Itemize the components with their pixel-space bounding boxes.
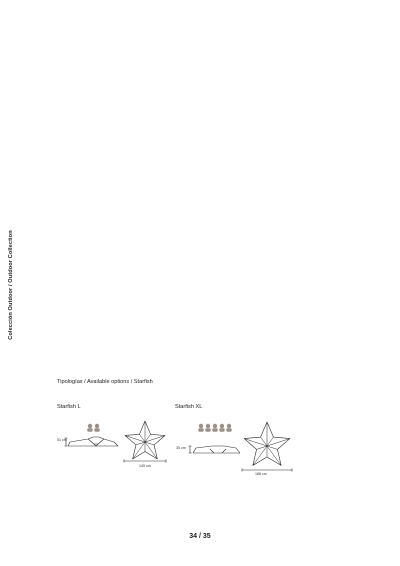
- starfish-l-top-view: [124, 421, 166, 463]
- person-icon: [198, 424, 203, 432]
- collection-title-text: Colección Outdoor / Outdoor Collection: [8, 230, 14, 340]
- starfish-xl-side-view: [189, 446, 241, 453]
- person-icon: [212, 424, 217, 432]
- star-facet-line: [145, 436, 165, 442]
- seat-icons-xl: [198, 424, 231, 432]
- star-facet-line: [125, 436, 145, 442]
- star-facet-line: [145, 434, 151, 442]
- person-icon: [205, 424, 210, 432]
- person-icon: [94, 424, 99, 432]
- dimension-width-l: 145 cm: [139, 464, 151, 468]
- person-icon: [226, 424, 231, 432]
- star-facet-line: [139, 434, 145, 442]
- star-facet-line: [136, 442, 145, 445]
- star-facet-line: [145, 442, 157, 459]
- dimension-width-xl: 188 cm: [255, 472, 267, 476]
- seat-icons-l: [87, 424, 99, 432]
- section-title: Tipologías / Available options / Starfish: [57, 379, 153, 385]
- dimension-height-l: 51 cm: [57, 438, 67, 442]
- star-facet-line: [253, 446, 267, 465]
- dimension-height-xl: 35 cm: [176, 446, 186, 450]
- starfish-l-side-view: [65, 437, 119, 446]
- star-facet-line: [267, 437, 273, 446]
- starfish-xl-top-view: [242, 422, 292, 472]
- star-facet-line: [267, 446, 281, 465]
- star-facet-line: [133, 442, 145, 459]
- model-name-starfish-l: Starfish L: [57, 404, 81, 410]
- model-name-starfish-xl: Starfish XL: [175, 404, 203, 410]
- star-facet-line: [267, 446, 277, 449]
- star-facet-line: [257, 446, 267, 449]
- page-number: 34 / 35: [189, 533, 211, 540]
- collection-side-title: [4, 220, 18, 350]
- star-facet-line: [267, 439, 290, 446]
- star-facet-line: [244, 439, 267, 446]
- star-facet-line: [261, 437, 267, 446]
- person-icon: [219, 424, 224, 432]
- person-icon: [87, 424, 92, 432]
- star-facet-line: [145, 442, 154, 445]
